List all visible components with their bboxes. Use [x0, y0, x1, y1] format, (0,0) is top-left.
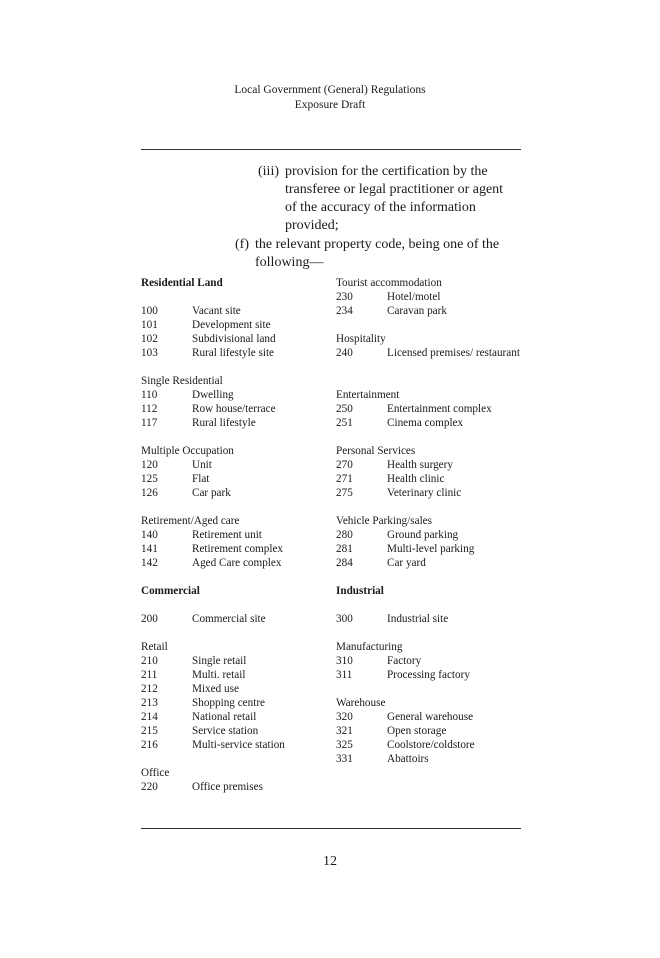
property-code-row — [141, 682, 333, 696]
bottom-rule — [141, 828, 521, 829]
spacer — [336, 598, 526, 612]
property-code-row — [336, 710, 526, 724]
property-code-row — [141, 612, 333, 626]
property-code-row — [141, 738, 333, 752]
property-code: 240 — [336, 347, 353, 359]
property-code-row — [141, 458, 333, 472]
property-code: 126 — [141, 487, 158, 499]
property-code-row — [141, 542, 333, 556]
property-description: Subdivisional land — [192, 333, 276, 345]
property-code-row — [141, 780, 333, 794]
property-codes-left-column — [141, 276, 333, 794]
property-code: 331 — [336, 753, 353, 765]
property-code: 112 — [141, 403, 158, 415]
property-code: 300 — [336, 613, 353, 625]
property-code: 200 — [141, 613, 158, 625]
property-code: 117 — [141, 417, 158, 429]
property-code: 213 — [141, 697, 158, 709]
property-description: Service station — [192, 725, 259, 737]
property-code-row — [336, 346, 526, 374]
property-code-row — [336, 654, 526, 668]
subcategory-heading: Tourist accommodation — [336, 277, 442, 289]
property-description: Office premises — [192, 781, 263, 793]
property-description: Mixed use — [192, 683, 239, 695]
property-code: 320 — [336, 711, 353, 723]
spacer — [141, 500, 333, 514]
property-code-row — [141, 528, 333, 542]
property-description: Entertainment complex — [387, 403, 492, 415]
subcategory-heading: Retail — [141, 641, 168, 653]
spacer — [141, 360, 333, 374]
property-code: 101 — [141, 319, 158, 331]
property-description: Car park — [192, 487, 231, 499]
property-description: Industrial site — [387, 613, 449, 625]
category-heading: Commercial — [141, 585, 200, 597]
property-code-row — [336, 402, 526, 416]
property-code: 281 — [336, 543, 353, 555]
property-description: General warehouse — [387, 711, 474, 723]
property-code-row — [141, 668, 333, 682]
subcategory-heading: Office — [141, 767, 170, 779]
property-description: Health surgery — [387, 459, 453, 471]
property-code-row — [141, 332, 333, 346]
property-code: 214 — [141, 711, 158, 723]
property-code-row — [336, 304, 526, 318]
clause-number: (f) — [235, 237, 249, 252]
property-code: 284 — [336, 557, 353, 569]
property-code-row — [141, 486, 333, 500]
spacer — [141, 598, 333, 612]
property-description: Development site — [192, 319, 271, 331]
clause-number: (iii) — [258, 164, 279, 179]
clause-line: provided; — [285, 218, 339, 233]
subcategory-heading: Hospitality — [336, 333, 386, 345]
spacer — [141, 570, 333, 584]
property-description: Retirement unit — [192, 529, 262, 541]
subcategory-heading: Personal Services — [336, 445, 416, 457]
property-code: 141 — [141, 543, 158, 555]
property-description: Flat — [192, 473, 210, 485]
property-code: 251 — [336, 417, 353, 429]
property-code-row — [141, 696, 333, 710]
property-code: 125 — [141, 473, 158, 485]
property-description: Dwelling — [192, 389, 234, 401]
property-code: 275 — [336, 487, 353, 499]
property-code: 110 — [141, 389, 158, 401]
property-description: Open storage — [387, 725, 447, 737]
property-code: 321 — [336, 725, 353, 737]
property-code: 311 — [336, 669, 353, 681]
subcategory-heading: Entertainment — [336, 389, 400, 401]
property-code: 103 — [141, 347, 158, 359]
spacer — [336, 374, 526, 388]
property-code: 120 — [141, 459, 158, 471]
subcategory-heading: Warehouse — [336, 697, 386, 709]
spacer — [336, 318, 526, 332]
property-code-row — [336, 724, 526, 738]
property-description: Unit — [192, 459, 212, 471]
property-code-row — [336, 738, 526, 752]
property-code-row — [141, 346, 333, 360]
subcategory-heading: Manufacturing — [336, 641, 403, 653]
category-heading: Residential Land — [141, 277, 223, 289]
property-description: Abattoirs — [387, 753, 429, 765]
spacer — [336, 626, 526, 640]
property-description: Row house/terrace — [192, 403, 276, 415]
clause-line: transferee or legal practitioner or agent — [285, 182, 504, 197]
property-description: Caravan park — [387, 305, 447, 317]
property-code: 230 — [336, 291, 353, 303]
property-code-row — [336, 486, 526, 500]
header-subtitle: Exposure Draft — [294, 99, 366, 111]
property-code: 271 — [336, 473, 353, 485]
subcategory-heading: Single Residential — [141, 375, 223, 387]
clause-f — [235, 236, 525, 272]
property-code: 215 — [141, 725, 158, 737]
property-code-row — [141, 388, 333, 402]
property-description: Licensed premises/ restaurant — [387, 347, 520, 359]
subcategory-heading: Vehicle Parking/sales — [336, 515, 432, 527]
property-code-row — [141, 416, 333, 430]
property-code-row — [336, 472, 526, 486]
property-code: 270 — [336, 459, 353, 471]
property-code: 211 — [141, 669, 158, 681]
property-code-row — [141, 556, 333, 570]
property-description: Ground parking — [387, 529, 459, 541]
property-code-row — [336, 668, 526, 682]
property-description: Commercial site — [192, 613, 266, 625]
property-code: 142 — [141, 557, 158, 569]
property-description: National retail — [192, 711, 257, 723]
spacer — [336, 570, 526, 584]
property-code: 212 — [141, 683, 158, 695]
property-code: 280 — [336, 529, 353, 541]
property-code-row — [141, 472, 333, 486]
page-number: 12 — [323, 854, 337, 869]
clause-line: the relevant property code, being one of the — [255, 237, 500, 252]
clause-line: provision for the certification by the — [285, 164, 488, 179]
property-description: Coolstore/coldstore — [387, 739, 475, 751]
property-description: Processing factory — [387, 669, 470, 681]
property-description: Multi. retail — [192, 669, 246, 681]
property-code-row — [141, 318, 333, 332]
property-code: 220 — [141, 781, 158, 793]
property-description: Multi-level parking — [387, 543, 475, 555]
clause-line: following— — [255, 255, 324, 270]
property-description: Aged Care complex — [192, 557, 282, 569]
spacer — [141, 626, 333, 640]
property-description: Single retail — [192, 655, 247, 667]
property-code-row — [141, 654, 333, 668]
property-description: Hotel/motel — [387, 291, 441, 303]
spacer — [141, 430, 333, 444]
property-code: 216 — [141, 739, 158, 751]
spacer — [141, 752, 333, 766]
property-code-row — [336, 528, 526, 542]
category-heading: Industrial — [336, 585, 384, 597]
spacer — [141, 290, 333, 304]
spacer — [336, 682, 526, 696]
property-code-row — [141, 710, 333, 724]
property-description: Car yard — [387, 557, 426, 569]
property-code-row — [336, 290, 526, 304]
property-code: 325 — [336, 739, 353, 751]
property-codes-right-column — [336, 276, 526, 766]
property-description: Vacant site — [192, 305, 241, 317]
property-code: 210 — [141, 655, 158, 667]
spacer — [336, 430, 526, 444]
running-header — [0, 83, 660, 113]
property-description: Cinema complex — [387, 417, 464, 429]
property-code: 102 — [141, 333, 158, 345]
property-code: 100 — [141, 305, 158, 317]
subcategory-heading: Retirement/Aged care — [141, 515, 240, 527]
property-code-row — [141, 724, 333, 738]
property-description: Retirement complex — [192, 543, 284, 555]
property-code: 250 — [336, 403, 353, 415]
property-code-row — [336, 458, 526, 472]
property-code-row — [141, 402, 333, 416]
property-code: 234 — [336, 305, 353, 317]
spacer — [336, 500, 526, 514]
property-code-row — [141, 304, 333, 318]
property-code-row — [336, 612, 526, 626]
property-description: Rural lifestyle — [192, 417, 256, 429]
header-title: Local Government (General) Regulations — [234, 84, 426, 96]
property-code: 310 — [336, 655, 353, 667]
property-code: 140 — [141, 529, 158, 541]
clause-line: of the accuracy of the information — [285, 200, 476, 215]
property-code-row — [336, 752, 526, 766]
property-description: Rural lifestyle site — [192, 347, 275, 359]
property-description: Veterinary clinic — [387, 487, 462, 499]
property-description: Factory — [387, 655, 422, 667]
subcategory-heading: Multiple Occupation — [141, 445, 234, 457]
property-code-row — [336, 542, 526, 556]
clause-iii — [258, 163, 525, 235]
top-rule — [141, 149, 521, 150]
property-code-row — [336, 416, 526, 430]
property-description: Shopping centre — [192, 697, 266, 709]
property-description: Health clinic — [387, 473, 445, 485]
property-code-row — [336, 556, 526, 570]
property-description: Multi-service station — [192, 739, 285, 751]
